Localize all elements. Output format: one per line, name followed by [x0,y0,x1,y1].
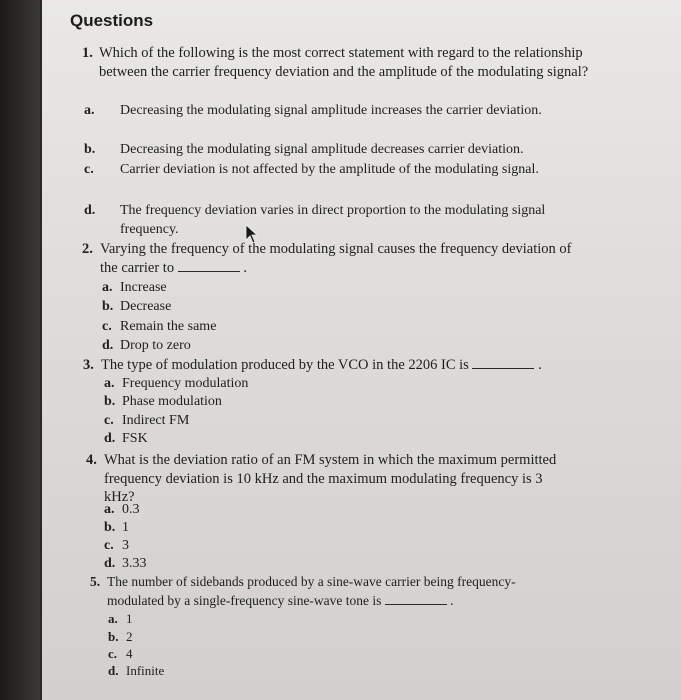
option-text: Frequency modulation [122,376,249,391]
option-b [104,393,222,412]
option-text: 3 [122,538,129,553]
option-text: Drop to zero [120,338,191,353]
answer-blank [178,259,240,272]
option-text: 1 [126,611,133,626]
option-text: FSK [122,431,148,446]
question-number: 4. [86,452,97,468]
option-letter: c. [84,162,94,177]
option-d [108,662,164,681]
option-letter: d. [108,663,119,678]
question-number: 3. [83,357,94,373]
option-letter: a. [104,502,115,517]
option-a [104,501,140,520]
question-stem: What is the deviation ratio of an FM system in which the maximum permitted frequency deviation is 10 kHz and the maximum modulating frequency is 3 kHz? [104,452,557,505]
option-letter: d. [104,556,116,571]
question-number: 2. [82,241,93,257]
option-text: 2 [126,629,133,644]
option-letter: b. [104,520,116,535]
option-a [84,102,598,121]
option-text: Infinite [126,663,165,678]
option-letter: c. [108,646,118,661]
option-b [102,298,171,317]
option-a [102,279,167,298]
question-stem-text: The type of modulation produced by the VCO in the 2206 IC is [101,357,469,373]
question-stem: The type of modulation produced by the VCO in the 2206 IC is . [101,357,542,373]
option-letter: a. [84,103,95,118]
option-letter: d. [102,338,114,353]
option-letter: c. [102,319,112,334]
option-c [104,412,189,431]
option-c [104,537,129,556]
option-text: Decreasing the modulating signal amplitude increases the carrier deviation. [120,103,542,118]
option-d [102,337,191,356]
option-letter: b. [104,394,116,409]
option-b [84,141,610,160]
option-c [108,645,133,664]
option-b [104,519,129,538]
question-number: 5. [90,574,101,589]
option-letter: b. [84,142,96,157]
option-letter: b. [102,299,114,314]
option-letter: c. [104,413,114,428]
option-text: Phase modulation [122,394,222,409]
option-letter: d. [104,431,116,446]
option-text: The frequency deviation varies in direct proportion to the modulating signal frequency. [120,203,546,237]
question-stem-text: The number of sidebands produced by a sine-wave carrier being frequency-modulated by a single-frequency sine-wave tone is [107,574,516,608]
option-letter: d. [84,203,96,218]
question-stem: Varying the frequency of the modulating signal causes the frequency deviation of the carrier to . [100,241,572,276]
option-text: 4 [126,646,133,661]
option-letter: b. [108,629,119,644]
question-stem-text: Varying the frequency of the modulating signal causes the frequency deviation of the carrier to [100,241,572,276]
page-edge-shadow [0,0,40,700]
option-text: Remain the same [120,319,217,334]
question-stem: Which of the following is the most correct statement with regard to the relationship between the carrier frequency deviation and the amplitude of the modulating signal? [99,45,589,80]
option-d [104,555,147,574]
option-text: 3.33 [122,556,147,571]
option-text: Increase [120,280,167,295]
answer-blank [472,356,534,369]
option-letter: a. [108,611,118,626]
option-a [104,375,248,394]
option-letter: c. [104,538,114,553]
answer-blank [385,592,447,605]
option-letter: a. [104,376,115,391]
option-d [104,430,148,449]
option-text: 0.3 [122,502,140,517]
option-text: Carrier deviation is not affected by the amplitude of the modulating signal. [120,162,539,177]
option-d [84,202,598,239]
option-b [108,628,133,647]
page-title: Questions [70,11,154,30]
option-text: Decreasing the modulating signal amplitude decreases carrier deviation. [120,142,524,157]
question-number: 1. [82,45,93,61]
option-text: Indirect FM [122,413,190,428]
option-c [102,318,216,337]
option-text: 1 [122,520,129,535]
question-stem: The number of sidebands produced by a sine-wave carrier being frequency-modulated by a single-frequency sine-wave tone is . [107,574,516,608]
option-text: Decrease [120,299,172,314]
mouse-pointer-icon [245,224,259,244]
option-c [84,161,598,180]
option-letter: a. [102,280,113,295]
option-a [108,610,133,629]
